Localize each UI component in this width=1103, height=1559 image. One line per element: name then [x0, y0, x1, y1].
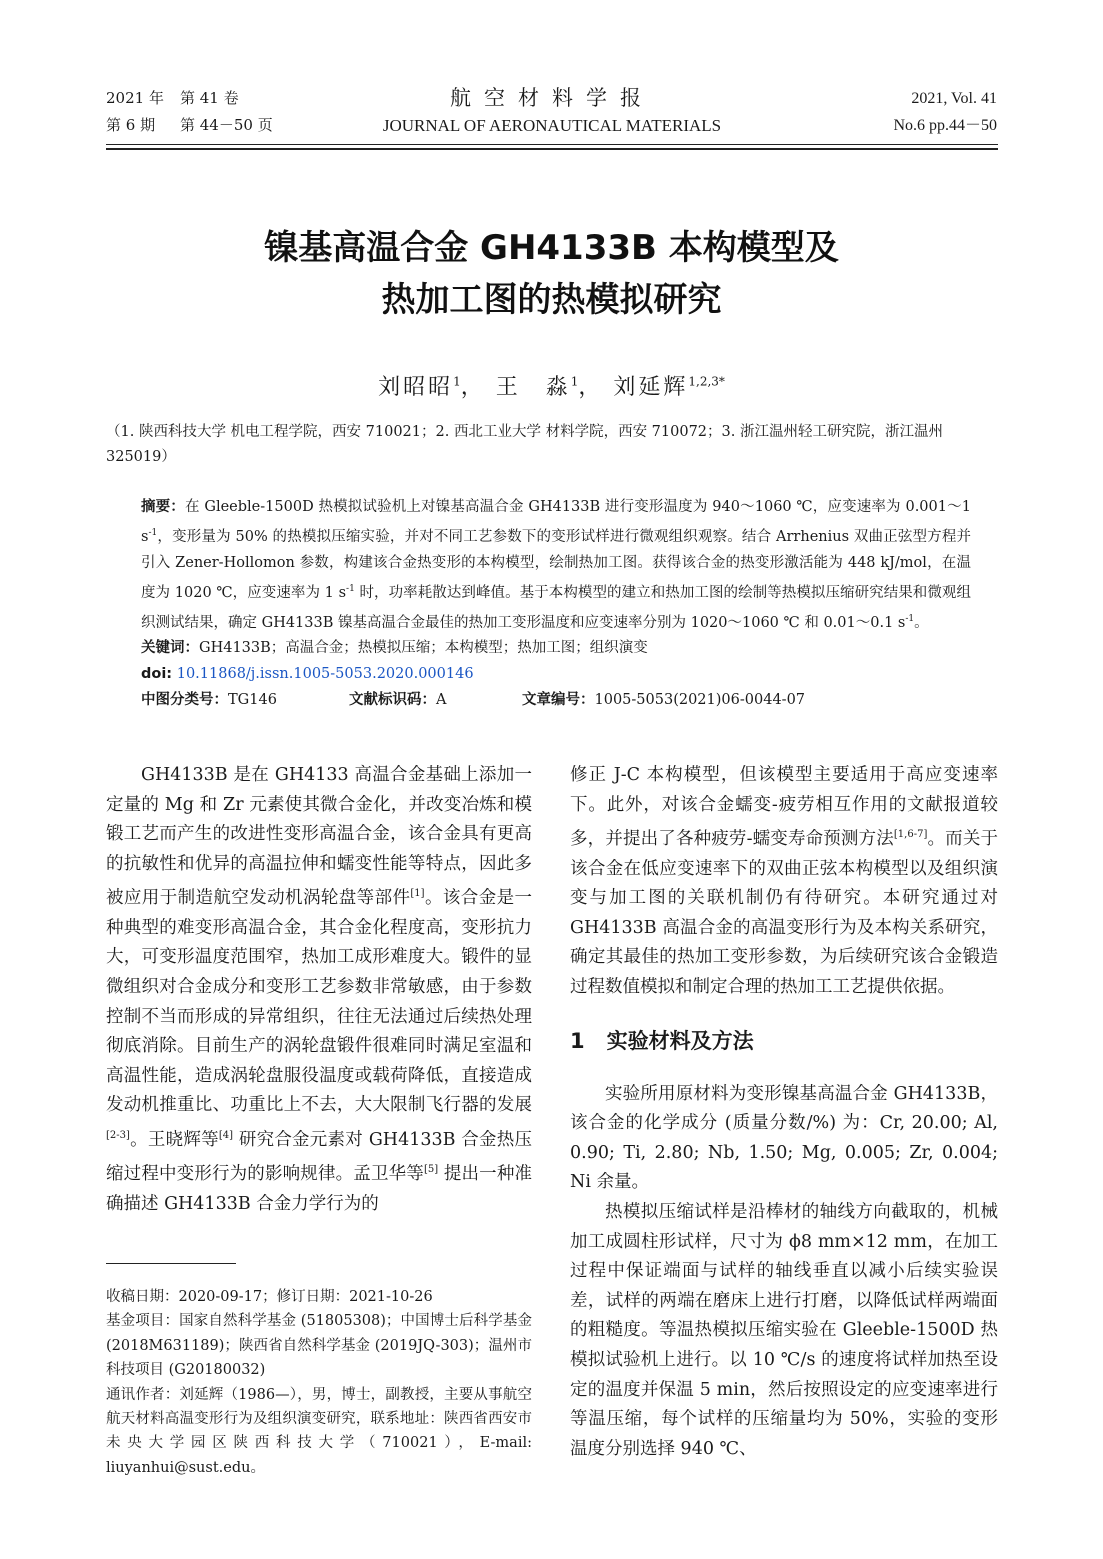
corresponding-author: 通讯作者：刘延辉（1986—），男，博士，副教授，主要从事航空航天材料高温变形行为及组织演变研究，联系地址：陕西省西安市未央大学园区陕西科技大学（710021），E-mail: liuyanhui@sust.edu。 [106, 1386, 532, 1476]
citation[interactable]: [4] [218, 1129, 234, 1141]
body-column-left [106, 761, 532, 1219]
footnote [106, 1285, 532, 1480]
affiliations: （1. 陕西科技大学 机电工程学院，西安 710021；2. 西北工业大学 材料学院，西安 710072；3. 浙江温州轻工研究院，浙江温州 325019） [106, 424, 943, 465]
article-number [522, 687, 805, 713]
header-pages: 第 44－50 页 [180, 116, 273, 134]
doi-label: doi: [141, 666, 173, 683]
document-code-label: 文献标识码： [349, 692, 436, 709]
body-text: 提出一种准确描述 GH4133B 合金力学行为的 [106, 1164, 533, 1214]
author-list: 刘昭昭$^1$， 王 淼$^1$， 刘延辉$^{1,2,3*}$ [378, 374, 725, 400]
body-text: 。该合金是一种典型的难变形高温合金，其合金化程度高，变形抗力大，可变形温度范围窄，热加工成形难度大。锻件的显微组织对合金成分和变形工艺参数非常敏感，由于参数控制不当而形成的异常组织，往往无法通过后续热处理彻底消除。目前生产的涡轮盘锻件很难同时满足室温和高温性能，造成涡轮盘服役温度或载荷降低，直接造成发动机推重比、功重比上不去，大大限制飞行器的发展 [106, 888, 533, 1116]
paper-title-line2: 热加工图的热模拟研究 [381, 280, 722, 320]
header-issue: 第 6 期 [106, 116, 156, 134]
author-name: 刘延辉 [613, 375, 689, 400]
abstract-text: 。 [914, 614, 929, 631]
author-affiliation-mark: 1 [453, 374, 461, 389]
abstract [141, 494, 971, 635]
clc-value: TG146 [228, 692, 277, 709]
body-paragraph: 实验所用原材料为变形镍基高温合金 GH4133B，该合金的化学成分 (质量分数/%) 为：Cr, 20.00; Al, 0.90; Ti, 2.80; Nb, 1.50; Mg, 0.005; Zr, 0.004; Ni 余量。 [570, 1083, 998, 1193]
received-date: 收稿日期：2020-09-17；修订日期：2021-10-26 [106, 1289, 433, 1305]
header-rule-thin [106, 144, 998, 145]
body-paragraph [570, 761, 998, 1003]
body-text: 。而关于该合金在低应变速率下的双曲正弦本构模型以及组织演变与加工图的关联机制仍有待研究。本研究通过对 GH4133B 高温合金的高温变形行为及本构关系研究，确定其最佳的热加工变形参数，为后续研究该合金锻造过程数值模拟和制定合理的热加工工艺提供依据。 [570, 829, 998, 997]
classification-row [141, 687, 971, 713]
author-name: 刘昭昭 [378, 375, 454, 400]
paper-title-line1: 镍基高温合金 GH4133B 本构模型及 [264, 228, 839, 268]
citation[interactable]: [5] [423, 1164, 439, 1176]
abstract-block [141, 494, 971, 713]
section-number: 1 [570, 1028, 585, 1053]
author-affiliation-mark: 1 [570, 374, 579, 389]
header-volume: 第 41 卷 [180, 89, 239, 107]
header-rule-thick [106, 148, 998, 150]
header-volume-info-en [893, 85, 997, 139]
body-text: GH4133B 是在 GH4133 高温合金基础上添加一定量的 Mg 和 Zr 元素使其微合金化，并改变冶炼和模锻工艺而产生的改进性变形高温合金，该合金具有更高的抗敏性和优异的高温拉伸和蠕变性能等特点，因此多被应用于制造航空发动机涡轮盘等部件 [106, 765, 532, 909]
document-code-value: A [436, 692, 447, 709]
document-code [349, 687, 522, 713]
header-issue-pages-en: No.6 pp.44－50 [893, 117, 997, 134]
body-text: 研究合金元素对 GH4133B 合金热压缩过程中变形行为的影响规律。孟卫华等 [106, 1129, 532, 1185]
clc-label: 中图分类号： [141, 692, 228, 709]
journal-name-en: JOURNAL OF AERONAUTICAL MATERIALS [382, 116, 722, 135]
section-heading [570, 1026, 998, 1056]
header-year-volume-en: 2021, Vol. 41 [911, 90, 997, 107]
citation[interactable]: [1] [410, 888, 425, 900]
superscript: -1 [148, 528, 158, 538]
header-year: 2021 年 [106, 89, 164, 107]
article-number-label: 文章编号： [522, 692, 595, 709]
body-column-right [570, 761, 998, 1464]
abstract-text: 时，功率耗散达到峰值。基于本构模型的建立和热加工图的绘制等热模拟压缩研究结果和微观组织测试结果，确定 GH4133B 镍基高温合金最佳的热加工变形温度和应变速率分别为 1020～1060 ℃ 和 0.01～0.1 s [141, 584, 971, 631]
body-text: 。王晓辉等 [129, 1129, 219, 1150]
keywords-text: GH4133B；高温合金；热模拟压缩；本构模型；热加工图；组织演变 [199, 640, 648, 657]
doi [141, 661, 971, 687]
clc-number [141, 687, 349, 713]
journal-name-cn: 航空材料学报 [450, 86, 654, 110]
footnote-rule [106, 1263, 236, 1264]
body-paragraph [106, 761, 532, 1219]
body-text: 修正 J-C 本构模型，但该模型主要适用于高应变速率下。此外，对该合金蠕变-疲劳相互作用的文献报道较多，并提出了各种疲劳-蠕变寿命预测方法 [570, 765, 998, 850]
author-affiliation-mark: 1,2,3* [688, 374, 725, 389]
superscript: -1 [346, 583, 355, 594]
paper-title [150, 222, 953, 326]
doi-link[interactable]: 10.11868/j.issn.1005-5053.2020.000146 [176, 666, 474, 683]
abstract-text: 在 Gleeble-1500D 热模拟试验机上对镍基高温合金 GH4133B 进行变形温度为 940～1060 ℃，应变速率为 0.001～1 s [141, 499, 972, 545]
keywords [141, 635, 971, 661]
abstract-label: 摘要： [141, 499, 185, 515]
author-name: 王 淼 [495, 375, 571, 400]
journal-name [330, 85, 774, 139]
superscript: -1 [905, 613, 915, 624]
citation[interactable]: [1,6-7] [893, 829, 928, 841]
abstract-text: ，变形量为 50% 的热模拟压缩实验，并对不同工艺参数下的变形试样进行微观组织观察。结合 Arrhenius 双曲正弦型方程并引入 Zener-Hollomon 参数，构建该合金热变形的本构模型，绘制热加工图。获得该合金的热变形激活能为 448 kJ/mol，在温度为 1020 ℃，应变速率为 1 s [141, 528, 971, 601]
article-number-value: 1005-5053(2021)06-0044-07 [594, 692, 806, 709]
section-title: 实验材料及方法 [606, 1028, 754, 1053]
header-volume-info [106, 85, 273, 139]
body-paragraph: 热模拟压缩试样是沿棒材的轴线方向截取的，机械加工成圆柱形试样，尺寸为 ϕ8 mm×12 mm，在加工过程中保证端面与试样的轴线垂直以减小后续实验误差，试样的两端在磨床上进行打磨，以降低试样两端面的粗糙度。等温热模拟压缩实验在 Gleeble-1500D 热模拟试验机上进行。以 10 ℃/s 的速度将试样加热至设定的温度并保温 5 min，然后按照设定的应变速率进行等温压缩，每个试样的压缩量均为 50%，实验的变形温度分别选择 940 ℃、 [570, 1201, 998, 1459]
keywords-label: 关键词： [141, 640, 199, 657]
citation[interactable]: [2-3] [106, 1129, 130, 1141]
funding-info: 基金项目：国家自然科学基金 (51805308)；中国博士后科学基金 (2018M631189)；陕西省自然科学基金 (2019JQ-303)；温州市科技项目 (G20180032) [106, 1313, 532, 1379]
